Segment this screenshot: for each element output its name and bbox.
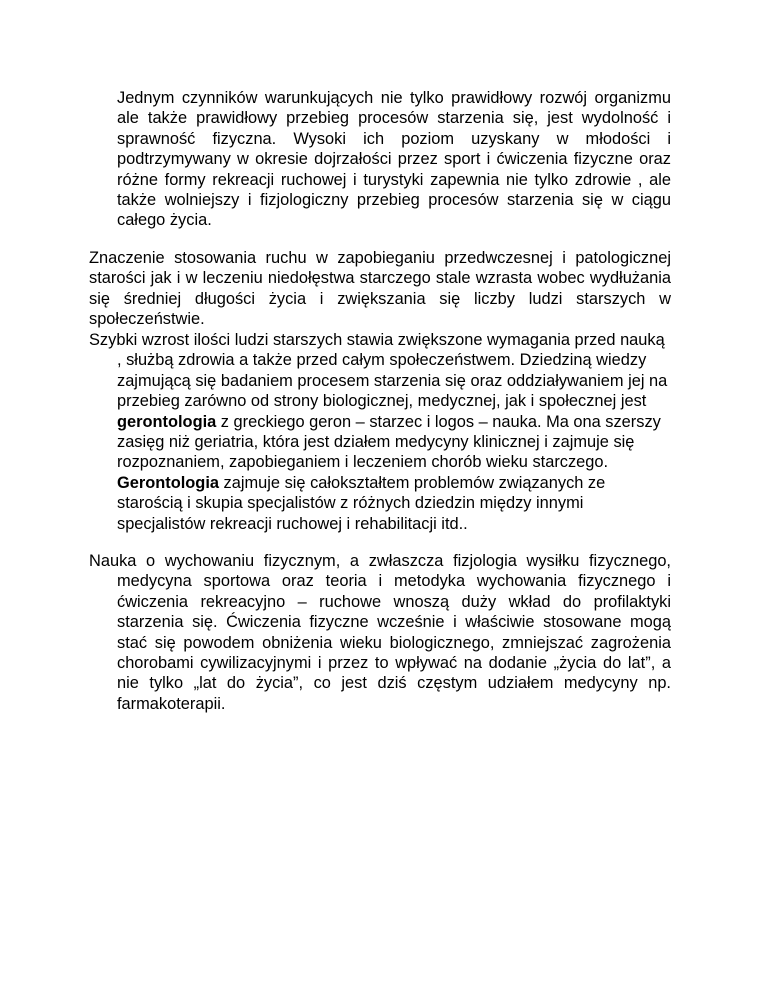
paragraph-intro: Jednym czynników warunkujących nie tylko prawidłowy rozwój organizmu ale także prawidłowy przebieg procesów starzenia się, jest wydolność i sprawność fizyczna. Wysoki ich poziom uzyskany w młodości i podtrzymywany w okresie dojrzałości przez sport i ćwiczenia fizyczne oraz różne formy rekreacji ruchowej i turystyki zapewnia nie tylko zdrowie , ale także wolniejszy i fizjologiczny przebieg procesów starzenia się w ciągu całego życia. [117, 89, 671, 230]
paragraph-significance: Znaczenie stosowania ruchu w zapobieganiu przedwczesnej i patologicznej starości jak i w leczeniu niedołęstwa starczego stale wzrasta wobec wydłużania się średniej długości życia i zwiększania się liczby ludzi starszych w społeczeństwie. [89, 249, 671, 329]
term-gerontologia: gerontologia [117, 412, 217, 431]
term-gerontologia-capitalized: Gerontologia [117, 473, 219, 492]
paragraph-gerontology-part2: z greckiego geron – starzec i logos – nauka. Ma ona szerszy zasięg niż geriatria, która jest działem medycyny klinicznej i zajmuje się rozpoznaniem, zapobieganiem i leczeniem chorób wieku starczego. [117, 412, 661, 472]
paragraph-physical-education: Nauka o wychowaniu fizycznym, a zwłaszcza fizjologia wysiłku fizycznego, medycyna sportowa oraz teoria i metodyka wychowania fizycznego i ćwiczenia rekreacyjno – ruchowe wnoszą duży wkład do profilaktyki starzenia się. Ćwiczenia fizyczne wcześnie i właściwie stosowane mogą stać się powodem obniżenia wieku biologicznego, zmniejszać zagrożenia chorobami cywilizacyjnymi i przez to wpływać na dodanie „życia do lat”, a nie tylko „lat do życia”, co jest dziś częstym udziałem medycyny np. farmakoterapii. [89, 552, 671, 713]
paragraph-gerontology-part3: zajmuje się całokształtem problemów związanych ze starością i skupia specjalistów z różnych dziedzin między innymi specjalistów rekreacji ruchowej i rehabilitacji itd.. [117, 473, 606, 533]
paragraph-gerontology [89, 330, 672, 534]
paragraph-gerontology-part1: Szybki wzrost ilości ludzi starszych stawia zwiększone wymagania przed nauką , służbą zdrowia a także przed całym społeczeństwem. Dziedziną wiedzy zajmującą się badaniem procesem starzenia się oraz oddziaływaniem jej na przebieg zarówno od strony biologicznej, medycznej, jak i społecznej jest [89, 331, 668, 411]
